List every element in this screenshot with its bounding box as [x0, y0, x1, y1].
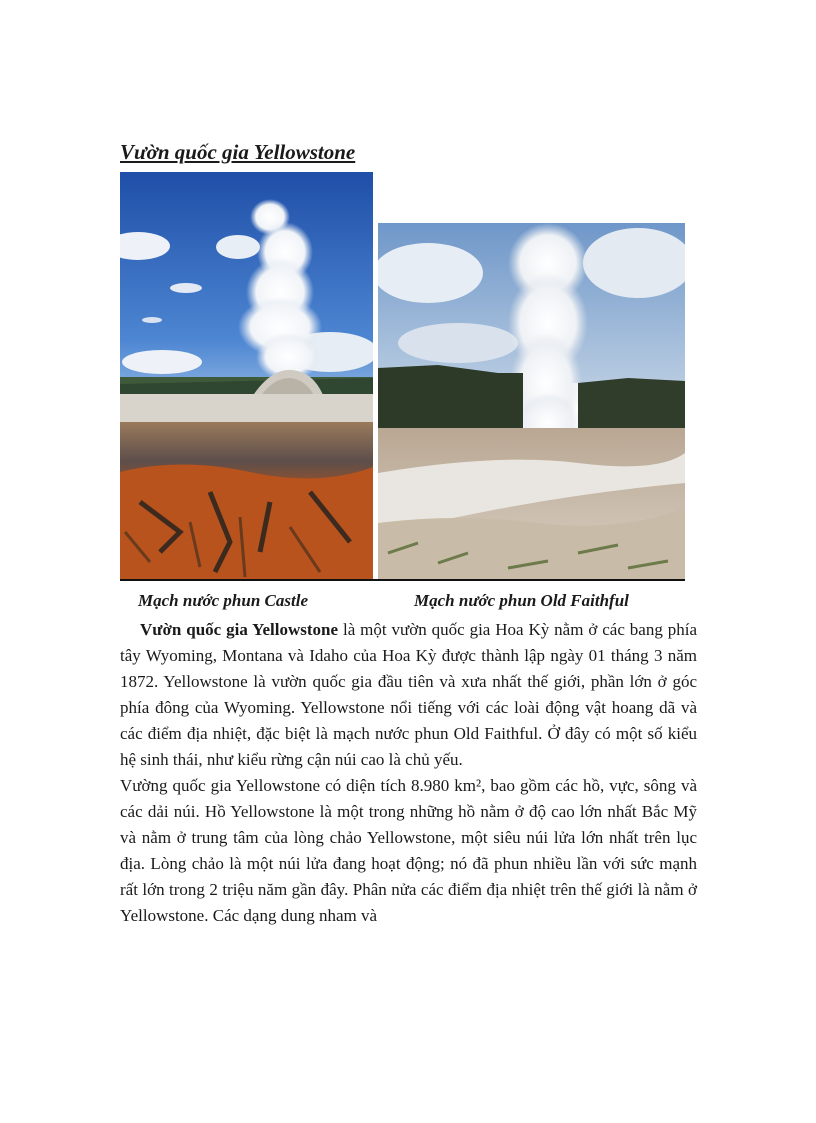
castle-geyser-photo [120, 172, 373, 580]
paragraph-intro-text: là một vườn quốc gia Hoa Kỳ nằm ở các bang phía tây Wyoming, Montana và Idaho của Hoa Kỳ được thành lập ngày 01 tháng 3 năm 1872. Yellowstone là vườn quốc gia đầu tiên và xưa nhất thế giới, phần lớn ở góc phía đông của Wyoming. Yellowstone nổi tiếng với các loài động vật hoang dã và các điểm địa nhiệt, đặc biệt là mạch nước phun Old Faithful. Ở đây có một số kiểu hệ sinh thái, như kiểu rừng cận núi cao là chủ yếu. [120, 620, 697, 769]
paragraph-intro-lead: Vườn quốc gia Yellowstone [140, 620, 339, 639]
old-faithful-photo [378, 223, 685, 580]
photo-divider-line [120, 579, 685, 581]
paragraph-intro [120, 617, 697, 773]
caption-castle: Mạch nước phun Castle [138, 591, 308, 610]
caption-old-faithful: Mạch nước phun Old Faithful [414, 591, 629, 610]
article-body [120, 617, 697, 929]
page-title: Vườn quốc gia Yellowstone [120, 140, 356, 164]
old-faithful-illustration [378, 223, 685, 580]
castle-geyser-illustration [120, 172, 373, 580]
paragraph-geography: Vường quốc gia Yellowstone có diện tích 8.980 km², bao gồm các hồ, vực, sông và các dải núi. Hồ Yellowstone là một trong những hồ nằm ở độ cao lớn nhất Bắc Mỹ và nằm ở trung tâm của lòng chảo Yellowstone, một siêu núi lửa lớn nhất trên lục địa. Lòng chảo là một núi lửa đang hoạt động; nó đã phun nhiều lần với sức mạnh rất lớn trong 2 triệu năm gần đây. Phân nửa các điểm địa nhiệt trên thế giới là nằm ở Yellowstone. Các dạng dung nham và [120, 776, 697, 925]
